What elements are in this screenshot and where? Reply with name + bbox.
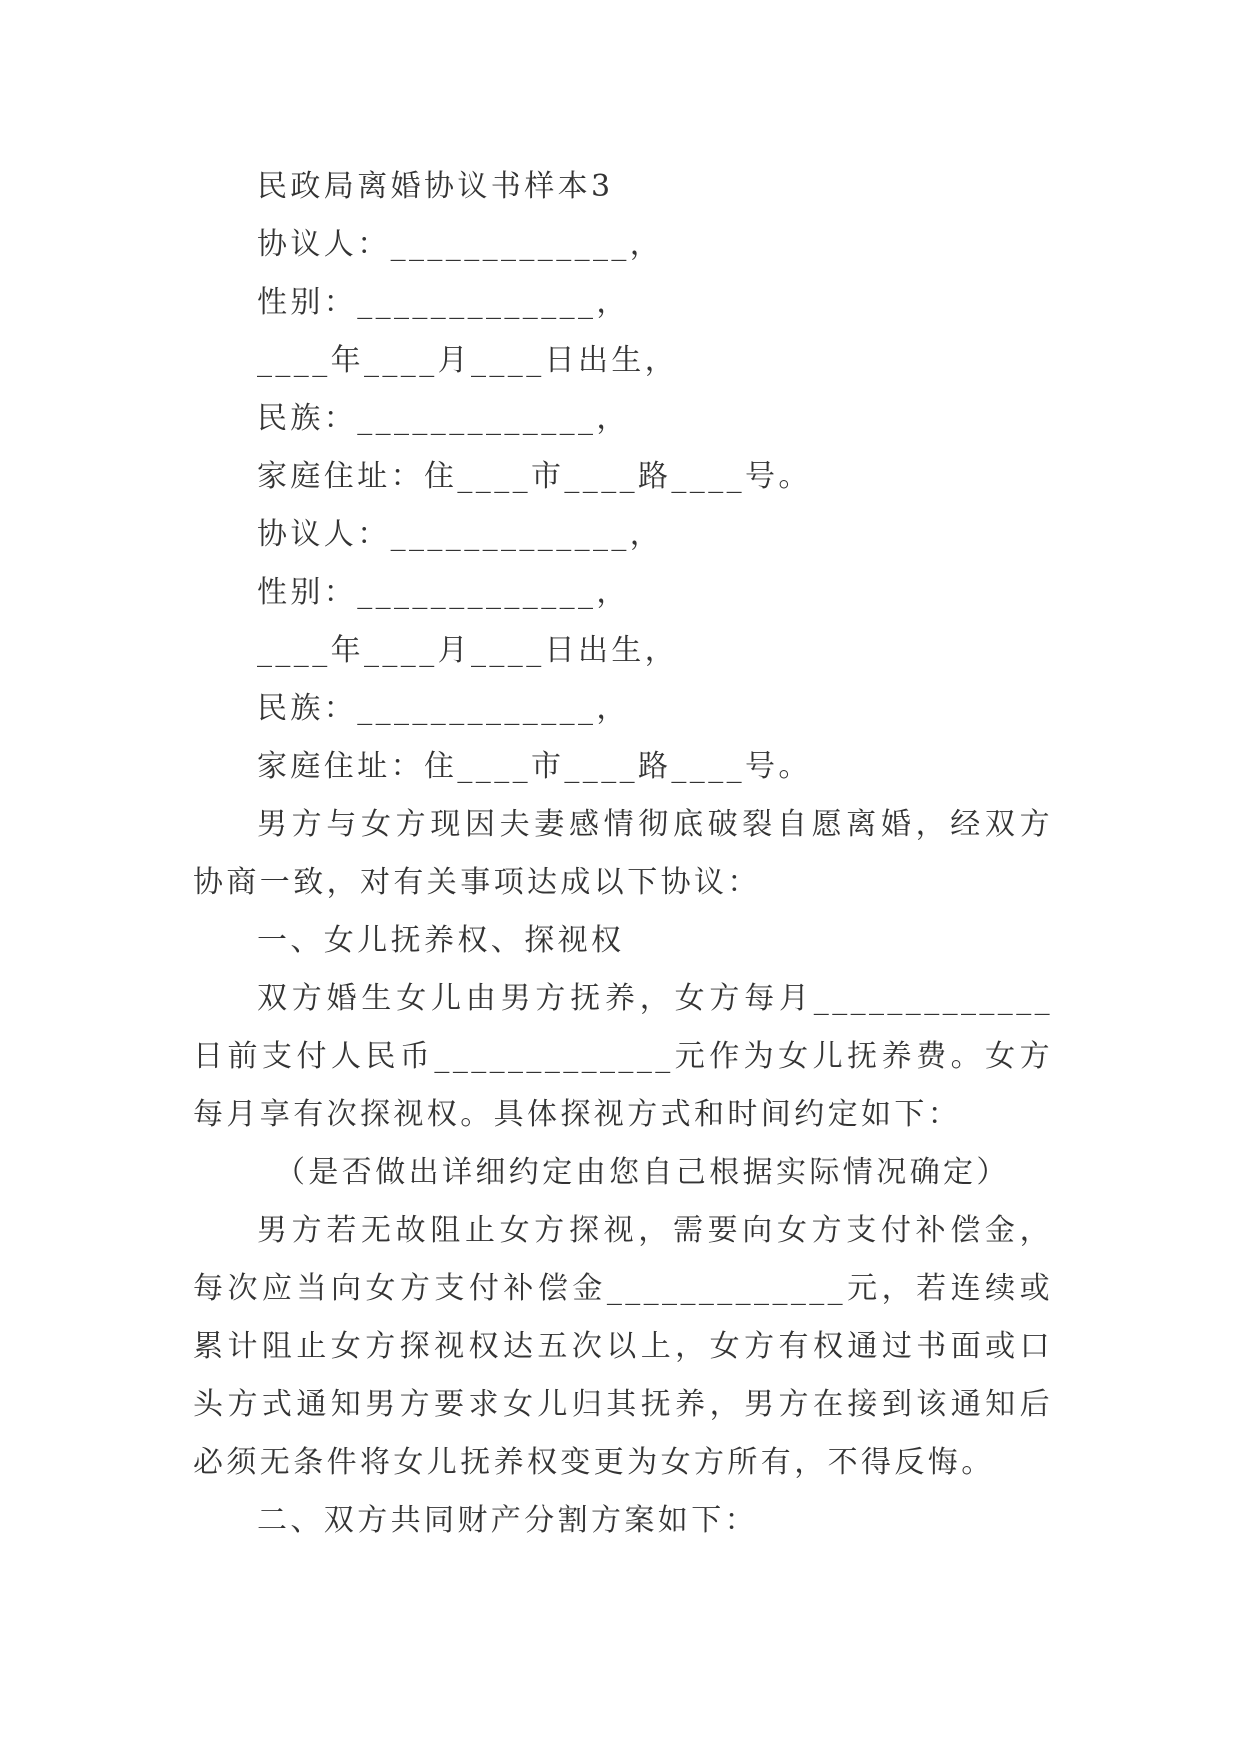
intro-paragraph: 男方与女方现因夫妻感情彻底破裂自愿离婚，经双方协商一致，对有关事项达成以下协议： <box>193 807 1053 900</box>
party1-birth-line: ____年____月____日出生， <box>257 343 679 378</box>
party2-address-line: 家庭住址：住____市____路____号。 <box>257 749 812 784</box>
section1-paragraph-2: 男方若无故阻止女方探视，需要向女方支付补偿金，每次应当向女方支付补偿金_____________元，若连续或累计阻止女方探视权达五次以上，女方有权通过书面或口头方式通知男方要求女儿归其抚养，男方在接到该通知后必须无条件将女儿抚养权变更为女方所有，不得反悔。 <box>193 1213 1053 1480</box>
party2-name-line: 协议人：_____________， <box>257 517 664 552</box>
document-title: 民政局离婚协议书样本3 <box>257 169 614 204</box>
party1-address-line: 家庭住址：住____市____路____号。 <box>257 459 812 494</box>
section1-paragraph-1: 双方婚生女儿由男方抚养，女方每月_____________日前支付人民币_____________元作为女儿抚养费。女方每月享有次探视权。具体探视方式和时间约定如下： <box>193 981 1053 1132</box>
party1-gender-line: 性别：_____________， <box>257 285 630 320</box>
party1-name-line: 协议人：_____________， <box>257 227 664 262</box>
section1-note: （是否做出详细约定由您自己根据实际情况确定） <box>275 1155 1010 1190</box>
section2-heading: 二、双方共同财产分割方案如下： <box>257 1503 758 1538</box>
party2-gender-line: 性别：_____________， <box>257 575 630 610</box>
document-body <box>193 158 1053 1550</box>
party2-birth-line: ____年____月____日出生， <box>257 633 679 668</box>
party1-ethnicity-line: 民族：_____________， <box>257 401 630 436</box>
section1-heading: 一、女儿抚养权、探视权 <box>257 923 625 958</box>
party2-ethnicity-line: 民族：_____________， <box>257 691 630 726</box>
